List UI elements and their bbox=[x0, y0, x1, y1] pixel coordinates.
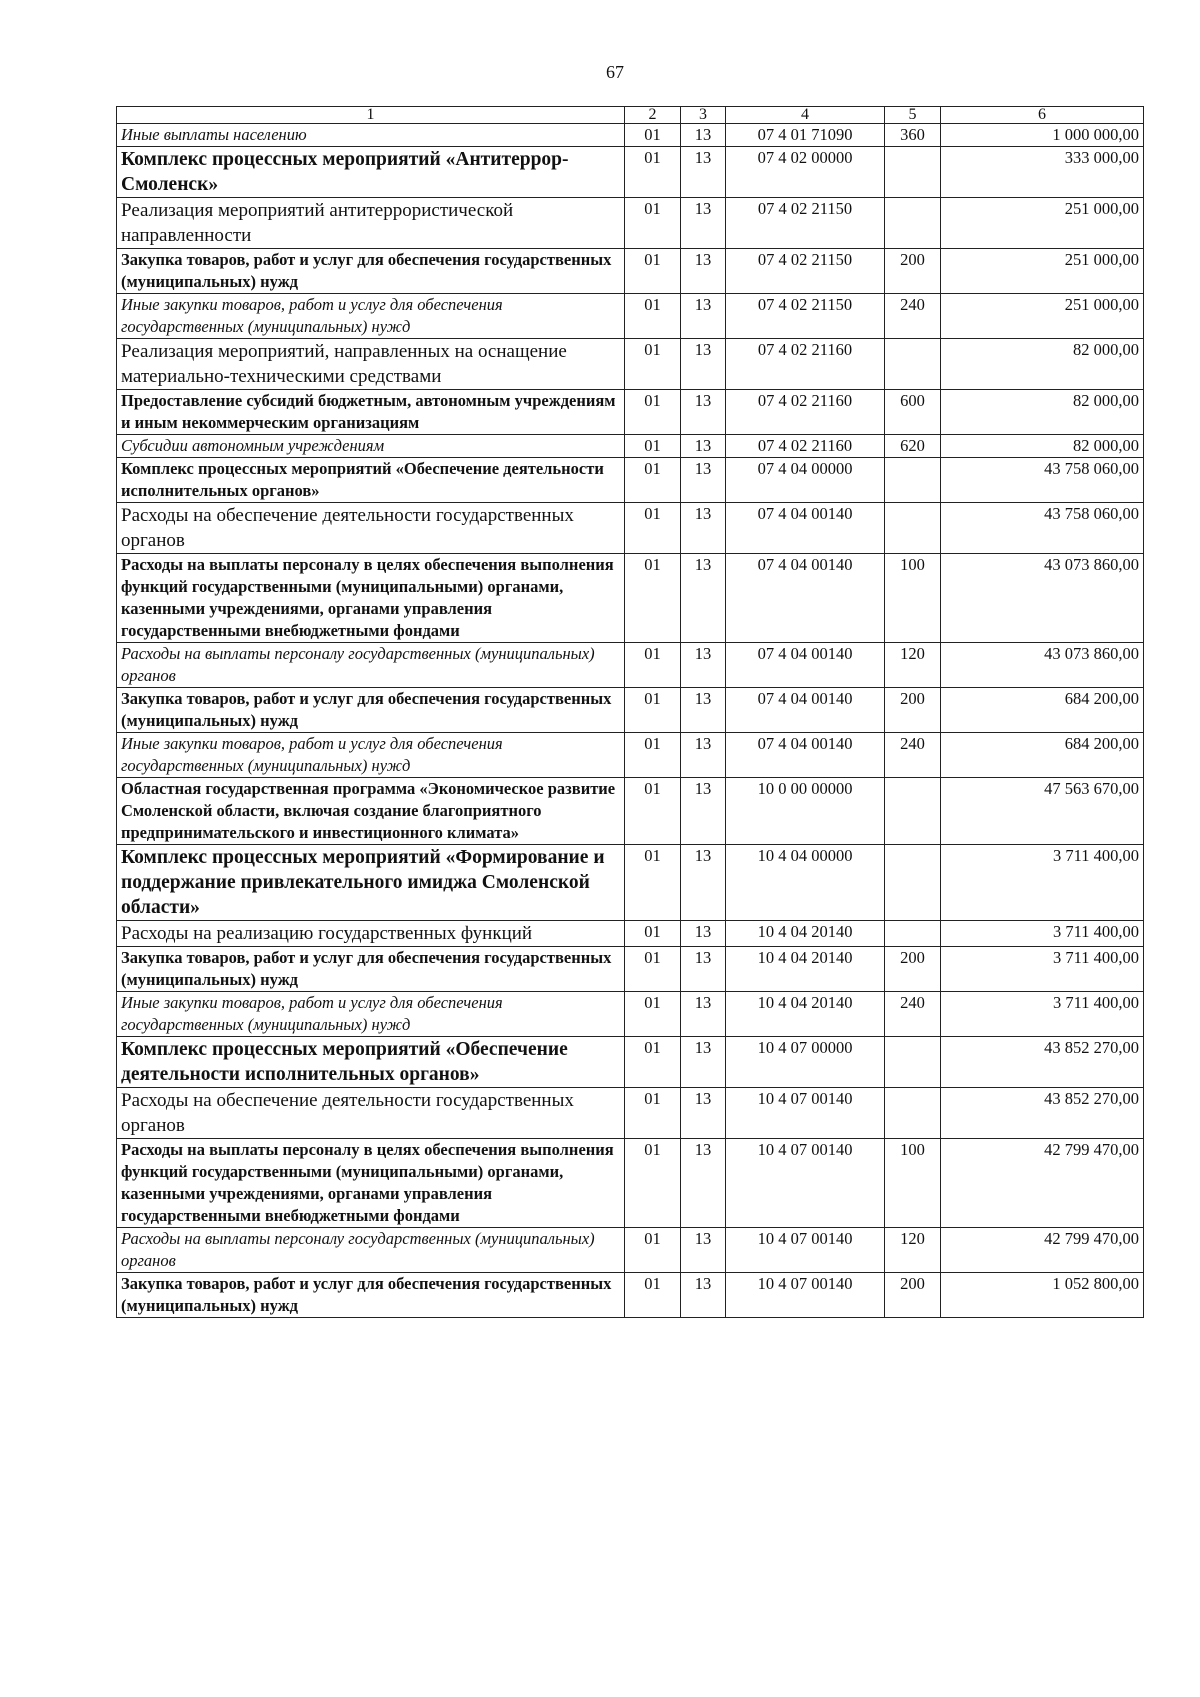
row-section-code: 01 bbox=[625, 147, 681, 198]
row-section-code: 01 bbox=[625, 778, 681, 845]
row-amount: 82 000,00 bbox=[941, 390, 1144, 435]
row-subsection-code: 13 bbox=[681, 124, 726, 147]
row-expense-type-code bbox=[885, 921, 941, 947]
row-section-code: 01 bbox=[625, 947, 681, 992]
row-target-article-code: 07 4 01 71090 bbox=[726, 124, 885, 147]
table-row bbox=[117, 458, 1144, 503]
row-amount: 43 758 060,00 bbox=[941, 503, 1144, 554]
row-subsection-code: 13 bbox=[681, 778, 726, 845]
row-target-article-code: 07 4 02 21160 bbox=[726, 435, 885, 458]
table-row bbox=[117, 947, 1144, 992]
row-amount: 251 000,00 bbox=[941, 294, 1144, 339]
table-row bbox=[117, 390, 1144, 435]
row-target-article-code: 07 4 02 00000 bbox=[726, 147, 885, 198]
row-section-code: 01 bbox=[625, 845, 681, 921]
row-expense-type-code bbox=[885, 778, 941, 845]
row-name: Комплекс процессных мероприятий «Антитеррор-Смоленск» bbox=[117, 147, 625, 198]
row-name: Расходы на выплаты персоналу в целях обеспечения выполнения функций государственными (муниципальными) органами, казенными учреждениями, органами управления государственными внебюджетными фондами bbox=[117, 1139, 625, 1228]
row-name: Комплекс процессных мероприятий «Формирование и поддержание привлекательного имиджа Смоленской области» bbox=[117, 845, 625, 921]
row-name: Закупка товаров, работ и услуг для обеспечения государственных (муниципальных) нужд bbox=[117, 1273, 625, 1318]
row-target-article-code: 07 4 04 00140 bbox=[726, 733, 885, 778]
row-section-code: 01 bbox=[625, 458, 681, 503]
row-target-article-code: 10 4 04 20140 bbox=[726, 921, 885, 947]
row-target-article-code: 07 4 04 00140 bbox=[726, 688, 885, 733]
row-name: Реализация мероприятий антитеррористической направленности bbox=[117, 198, 625, 249]
row-section-code: 01 bbox=[625, 1228, 681, 1273]
table-row bbox=[117, 554, 1144, 643]
row-subsection-code: 13 bbox=[681, 1088, 726, 1139]
table-row bbox=[117, 1228, 1144, 1273]
table-row bbox=[117, 1037, 1144, 1088]
row-amount: 3 711 400,00 bbox=[941, 845, 1144, 921]
table-row bbox=[117, 733, 1144, 778]
row-target-article-code: 10 0 00 00000 bbox=[726, 778, 885, 845]
row-amount: 42 799 470,00 bbox=[941, 1139, 1144, 1228]
row-expense-type-code: 200 bbox=[885, 1273, 941, 1318]
row-target-article-code: 10 4 07 00140 bbox=[726, 1273, 885, 1318]
row-expense-type-code: 200 bbox=[885, 249, 941, 294]
table-row bbox=[117, 1273, 1144, 1318]
table-row bbox=[117, 778, 1144, 845]
row-name: Расходы на выплаты персоналу государственных (муниципальных) органов bbox=[117, 643, 625, 688]
row-amount: 43 852 270,00 bbox=[941, 1037, 1144, 1088]
row-name: Иные закупки товаров, работ и услуг для обеспечения государственных (муниципальных) нужд bbox=[117, 992, 625, 1037]
row-name: Расходы на реализацию государственных функций bbox=[117, 921, 625, 947]
row-amount: 43 852 270,00 bbox=[941, 1088, 1144, 1139]
table-row bbox=[117, 503, 1144, 554]
row-target-article-code: 07 4 02 21150 bbox=[726, 249, 885, 294]
row-section-code: 01 bbox=[625, 1037, 681, 1088]
row-section-code: 01 bbox=[625, 339, 681, 390]
row-expense-type-code: 240 bbox=[885, 294, 941, 339]
row-target-article-code: 07 4 04 00140 bbox=[726, 643, 885, 688]
row-section-code: 01 bbox=[625, 198, 681, 249]
row-expense-type-code: 100 bbox=[885, 554, 941, 643]
row-name: Расходы на обеспечение деятельности государственных органов bbox=[117, 1088, 625, 1139]
budget-table bbox=[116, 106, 1144, 1318]
row-name: Субсидии автономным учреждениям bbox=[117, 435, 625, 458]
table-row bbox=[117, 124, 1144, 147]
row-target-article-code: 07 4 04 00140 bbox=[726, 503, 885, 554]
row-expense-type-code: 240 bbox=[885, 733, 941, 778]
row-section-code: 01 bbox=[625, 249, 681, 294]
row-target-article-code: 10 4 07 00140 bbox=[726, 1088, 885, 1139]
row-amount: 1 000 000,00 bbox=[941, 124, 1144, 147]
row-section-code: 01 bbox=[625, 733, 681, 778]
row-name: Расходы на обеспечение деятельности государственных органов bbox=[117, 503, 625, 554]
table-row bbox=[117, 688, 1144, 733]
row-amount: 43 073 860,00 bbox=[941, 554, 1144, 643]
row-target-article-code: 07 4 04 00000 bbox=[726, 458, 885, 503]
row-subsection-code: 13 bbox=[681, 1273, 726, 1318]
table-body bbox=[117, 107, 1144, 1318]
row-target-article-code: 10 4 04 20140 bbox=[726, 947, 885, 992]
row-section-code: 01 bbox=[625, 124, 681, 147]
row-expense-type-code: 100 bbox=[885, 1139, 941, 1228]
row-name: Закупка товаров, работ и услуг для обеспечения государственных (муниципальных) нужд bbox=[117, 249, 625, 294]
row-expense-type-code: 120 bbox=[885, 643, 941, 688]
row-target-article-code: 07 4 02 21160 bbox=[726, 390, 885, 435]
row-subsection-code: 13 bbox=[681, 1139, 726, 1228]
row-section-code: 01 bbox=[625, 1273, 681, 1318]
row-subsection-code: 13 bbox=[681, 390, 726, 435]
row-amount: 82 000,00 bbox=[941, 339, 1144, 390]
row-subsection-code: 13 bbox=[681, 643, 726, 688]
row-name: Иные выплаты населению bbox=[117, 124, 625, 147]
row-amount: 251 000,00 bbox=[941, 249, 1144, 294]
row-expense-type-code bbox=[885, 339, 941, 390]
row-name: Расходы на выплаты персоналу в целях обеспечения выполнения функций государственными (муниципальными) органами, казенными учреждениями, органами управления государственными внебюджетными фондами bbox=[117, 554, 625, 643]
row-subsection-code: 13 bbox=[681, 1037, 726, 1088]
row-subsection-code: 13 bbox=[681, 294, 726, 339]
row-amount: 82 000,00 bbox=[941, 435, 1144, 458]
row-subsection-code: 13 bbox=[681, 147, 726, 198]
row-subsection-code: 13 bbox=[681, 845, 726, 921]
row-subsection-code: 13 bbox=[681, 554, 726, 643]
row-expense-type-code bbox=[885, 1088, 941, 1139]
table-row bbox=[117, 198, 1144, 249]
table-row bbox=[117, 1139, 1144, 1228]
row-name: Расходы на выплаты персоналу государственных (муниципальных) органов bbox=[117, 1228, 625, 1273]
row-name: Закупка товаров, работ и услуг для обеспечения государственных (муниципальных) нужд bbox=[117, 688, 625, 733]
table-row bbox=[117, 249, 1144, 294]
row-expense-type-code: 240 bbox=[885, 992, 941, 1037]
row-subsection-code: 13 bbox=[681, 688, 726, 733]
row-amount: 333 000,00 bbox=[941, 147, 1144, 198]
row-expense-type-code bbox=[885, 198, 941, 249]
row-expense-type-code: 200 bbox=[885, 688, 941, 733]
row-amount: 251 000,00 bbox=[941, 198, 1144, 249]
row-expense-type-code: 200 bbox=[885, 947, 941, 992]
row-section-code: 01 bbox=[625, 1139, 681, 1228]
row-expense-type-code: 360 bbox=[885, 124, 941, 147]
row-amount: 1 052 800,00 bbox=[941, 1273, 1144, 1318]
row-target-article-code: 07 4 02 21150 bbox=[726, 198, 885, 249]
row-target-article-code: 10 4 07 00140 bbox=[726, 1228, 885, 1273]
table-row bbox=[117, 339, 1144, 390]
row-amount: 684 200,00 bbox=[941, 688, 1144, 733]
row-name: Реализация мероприятий, направленных на оснащение материально-техническими средствами bbox=[117, 339, 625, 390]
row-amount: 42 799 470,00 bbox=[941, 1228, 1144, 1273]
row-subsection-code: 13 bbox=[681, 458, 726, 503]
row-subsection-code: 13 bbox=[681, 921, 726, 947]
row-target-article-code: 10 4 07 00000 bbox=[726, 1037, 885, 1088]
row-section-code: 01 bbox=[625, 643, 681, 688]
row-amount: 684 200,00 bbox=[941, 733, 1144, 778]
row-target-article-code: 07 4 02 21160 bbox=[726, 339, 885, 390]
row-expense-type-code: 620 bbox=[885, 435, 941, 458]
row-section-code: 01 bbox=[625, 921, 681, 947]
row-subsection-code: 13 bbox=[681, 435, 726, 458]
row-expense-type-code bbox=[885, 1037, 941, 1088]
row-section-code: 01 bbox=[625, 554, 681, 643]
row-expense-type-code bbox=[885, 458, 941, 503]
row-expense-type-code bbox=[885, 147, 941, 198]
row-amount: 43 073 860,00 bbox=[941, 643, 1144, 688]
table-row bbox=[117, 435, 1144, 458]
row-target-article-code: 07 4 04 00140 bbox=[726, 554, 885, 643]
row-subsection-code: 13 bbox=[681, 992, 726, 1037]
row-expense-type-code: 600 bbox=[885, 390, 941, 435]
row-amount: 43 758 060,00 bbox=[941, 458, 1144, 503]
row-subsection-code: 13 bbox=[681, 1228, 726, 1273]
row-section-code: 01 bbox=[625, 390, 681, 435]
table-row bbox=[117, 992, 1144, 1037]
row-section-code: 01 bbox=[625, 294, 681, 339]
row-target-article-code: 10 4 04 20140 bbox=[726, 992, 885, 1037]
row-subsection-code: 13 bbox=[681, 249, 726, 294]
row-amount: 3 711 400,00 bbox=[941, 947, 1144, 992]
row-name: Областная государственная программа «Экономическое развитие Смоленской области, включая создание благоприятного предпринимательского и инвестиционного климата» bbox=[117, 778, 625, 845]
row-subsection-code: 13 bbox=[681, 198, 726, 249]
row-target-article-code: 10 4 04 00000 bbox=[726, 845, 885, 921]
row-name: Комплекс процессных мероприятий «Обеспечение деятельности исполнительных органов» bbox=[117, 458, 625, 503]
table-row bbox=[117, 845, 1144, 921]
row-name: Предоставление субсидий бюджетным, автономным учреждениям и иным некоммерческим организациям bbox=[117, 390, 625, 435]
row-section-code: 01 bbox=[625, 435, 681, 458]
column-header-6: 6 bbox=[941, 107, 1144, 124]
row-name: Иные закупки товаров, работ и услуг для обеспечения государственных (муниципальных) нужд bbox=[117, 733, 625, 778]
row-name: Иные закупки товаров, работ и услуг для обеспечения государственных (муниципальных) нужд bbox=[117, 294, 625, 339]
row-target-article-code: 07 4 02 21150 bbox=[726, 294, 885, 339]
table-row bbox=[117, 147, 1144, 198]
row-section-code: 01 bbox=[625, 1088, 681, 1139]
page-number: 67 bbox=[606, 62, 624, 82]
row-subsection-code: 13 bbox=[681, 947, 726, 992]
row-name: Комплекс процессных мероприятий «Обеспечение деятельности исполнительных органов» bbox=[117, 1037, 625, 1088]
row-subsection-code: 13 bbox=[681, 339, 726, 390]
table-row bbox=[117, 294, 1144, 339]
row-amount: 3 711 400,00 bbox=[941, 992, 1144, 1037]
column-header-5: 5 bbox=[885, 107, 941, 124]
row-amount: 47 563 670,00 bbox=[941, 778, 1144, 845]
row-section-code: 01 bbox=[625, 992, 681, 1037]
row-amount: 3 711 400,00 bbox=[941, 921, 1144, 947]
row-expense-type-code: 120 bbox=[885, 1228, 941, 1273]
table-row bbox=[117, 921, 1144, 947]
row-expense-type-code bbox=[885, 503, 941, 554]
column-header-1: 1 bbox=[117, 107, 625, 124]
row-section-code: 01 bbox=[625, 688, 681, 733]
row-expense-type-code bbox=[885, 845, 941, 921]
table-row bbox=[117, 643, 1144, 688]
table-header-row bbox=[117, 107, 1144, 124]
row-subsection-code: 13 bbox=[681, 503, 726, 554]
row-name: Закупка товаров, работ и услуг для обеспечения государственных (муниципальных) нужд bbox=[117, 947, 625, 992]
table-row bbox=[117, 1088, 1144, 1139]
row-target-article-code: 10 4 07 00140 bbox=[726, 1139, 885, 1228]
column-header-3: 3 bbox=[681, 107, 726, 124]
row-subsection-code: 13 bbox=[681, 733, 726, 778]
column-header-4: 4 bbox=[726, 107, 885, 124]
row-section-code: 01 bbox=[625, 503, 681, 554]
column-header-2: 2 bbox=[625, 107, 681, 124]
